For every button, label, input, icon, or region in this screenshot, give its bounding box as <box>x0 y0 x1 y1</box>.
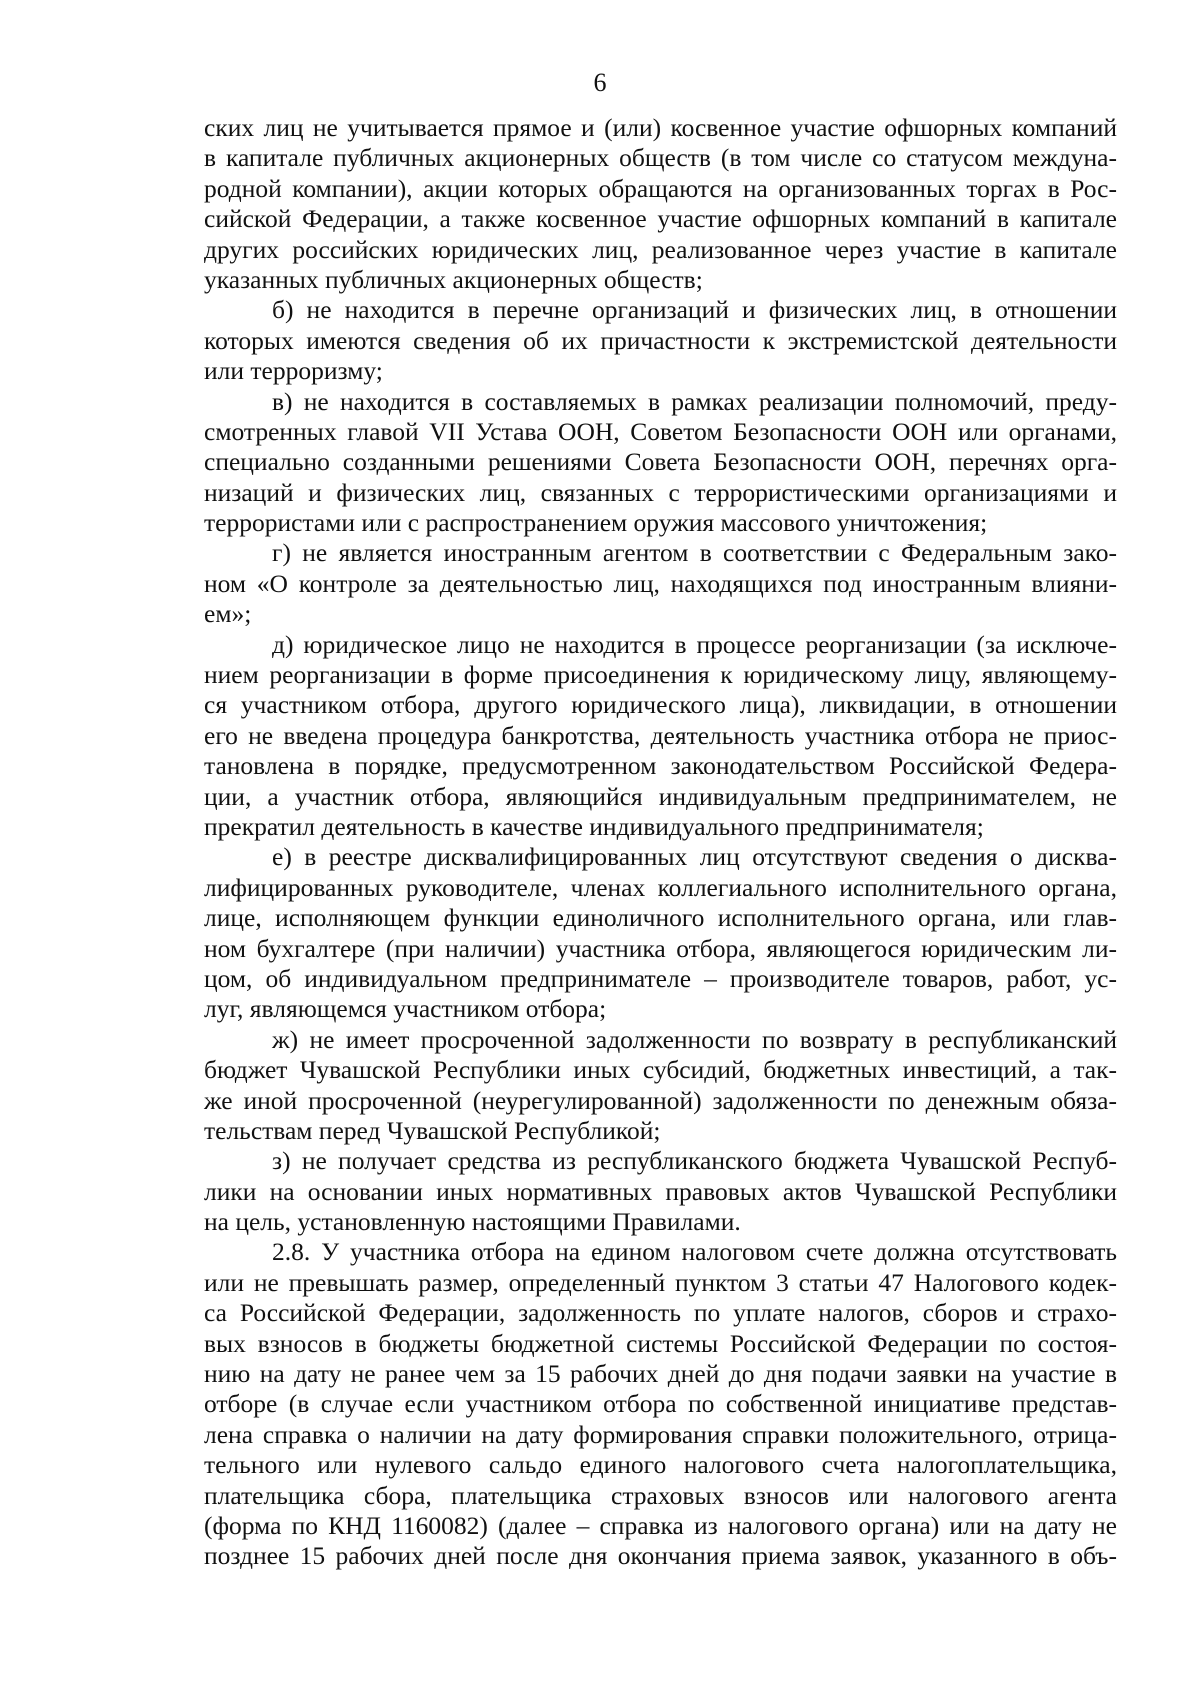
text-line: лифицированных руководителе, членах коллегиального исполнительного органа, <box>204 872 1117 902</box>
text-line: ж) не имеет просроченной задолженности по возврату в республиканский <box>272 1024 1117 1054</box>
text-line: е) в реестре дисквалифицированных лиц отсутствуют сведения о дисква- <box>272 842 1117 872</box>
text-line: луг, являющемся участником отбора; <box>204 994 607 1024</box>
text-line: б) не находится в перечне организаций и физических лиц, в отношении <box>272 295 1117 325</box>
text-line: или не превышать размер, определенный пунктом 3 статьи 47 Налогового кодек- <box>204 1267 1117 1297</box>
text-line: тельного или нулевого сальдо единого налогового счета налогоплательщика, <box>204 1450 1117 1480</box>
text-line: отборе (в случае если участником отбора по собственной инициативе представ- <box>204 1389 1117 1419</box>
text-line: з) не получает средства из республиканского бюджета Чувашской Респуб- <box>272 1146 1117 1176</box>
text-line: тельствам перед Чувашской Республикой; <box>204 1115 661 1145</box>
text-line: в) не находится в составляемых в рамках реализации полномочий, преду- <box>272 386 1117 416</box>
text-line: вых взносов в бюджеты бюджетной системы Российской Федерации по состоя- <box>204 1328 1117 1358</box>
text-line: тановлена в порядке, предусмотренном законодательством Российской Федера- <box>204 751 1117 781</box>
text-line: террористами или с распространением оружия массового уничтожения; <box>204 508 988 538</box>
text-line: ном «О контроле за деятельностью лиц, находящихся под иностранным влияни- <box>204 568 1117 598</box>
text-line: на цель, установленную настоящими Правилами. <box>204 1207 741 1237</box>
text-line: 2.8. У участника отбора на едином налоговом счете должна отсутствовать <box>272 1237 1117 1267</box>
text-line: прекратил деятельность в качестве индивидуального предпринимателя; <box>204 811 984 841</box>
text-line: ся участником отбора, другого юридического лица), ликвидации, в отношении <box>204 690 1117 720</box>
text-line: лена справка о наличии на дату формирования справки положительного, отрица- <box>204 1419 1117 1449</box>
text-line: указанных публичных акционерных обществ; <box>204 264 703 294</box>
text-line: которых имеются сведения об их причастности к экстремистской деятельности <box>204 325 1117 355</box>
text-line: специально созданными решениями Совета Безопасности ООН, перечнях орга- <box>204 447 1117 477</box>
text-line: других российских юридических лиц, реализованное через участие в капитале <box>204 234 1117 264</box>
text-line: ских лиц не учитывается прямое и (или) косвенное участие офшорных компаний <box>204 113 1117 142</box>
text-line: или терроризму; <box>204 356 383 386</box>
text-line: ции, а участник отбора, являющийся индивидуальным предпринимателем, не <box>204 781 1117 811</box>
text-line: же иной просроченной (неурегулированной) задолженности по денежным обяза- <box>204 1085 1117 1115</box>
text-line: са Российской Федерации, задолженность по уплате налогов, сборов и страхо- <box>204 1298 1117 1328</box>
page-number: 6 <box>593 68 607 97</box>
text-line: нием реорганизации в форме присоединения к юридическому лицу, являющему- <box>204 660 1117 690</box>
document-body <box>204 113 1117 1572</box>
text-line: бюджет Чувашской Республики иных субсидий, бюджетных инвестиций, а так- <box>204 1055 1117 1085</box>
text-line: позднее 15 рабочих дней после дня окончания приема заявок, указанного в объ- <box>204 1541 1117 1571</box>
text-line: сийской Федерации, а также косвенное участие офшорных компаний в капитале <box>204 204 1117 234</box>
text-line: в капитале публичных акционерных обществ (в том числе со статусом междуна- <box>204 143 1117 173</box>
text-line: лице, исполняющем функции единоличного исполнительного органа, или глав- <box>204 903 1117 933</box>
text-line: низаций и физических лиц, связанных с террористическими организациями и <box>204 477 1117 507</box>
text-line: лики на основании иных нормативных правовых актов Чувашской Республики <box>204 1176 1117 1206</box>
text-line: его не введена процедура банкротства, деятельность участника отбора не приос- <box>204 720 1117 750</box>
text-line: (форма по КНД 1160082) (далее – справка из налогового органа) или на дату не <box>204 1510 1117 1540</box>
text-line: нию на дату не ранее чем за 15 рабочих дней до дня подачи заявки на участие в <box>204 1359 1117 1389</box>
text-line: смотренных главой VII Устава ООН, Советом Безопасности ООН или органами, <box>204 416 1117 446</box>
text-line: плательщика сбора, плательщика страховых взносов или налогового агента <box>204 1480 1117 1510</box>
text-line: ем»; <box>204 599 252 629</box>
text-line: цом, об индивидуальном предпринимателе – производителе товаров, работ, ус- <box>204 963 1117 993</box>
text-line: родной компании), акции которых обращаются на организованных торгах в Рос- <box>204 173 1117 203</box>
text-line: г) не является иностранным агентом в соответствии с Федеральным зако- <box>272 538 1117 568</box>
text-line: д) юридическое лицо не находится в процессе реорганизации (за исключе- <box>272 629 1117 659</box>
text-line: ном бухгалтере (при наличии) участника отбора, являющегося юридическим ли- <box>204 933 1117 963</box>
